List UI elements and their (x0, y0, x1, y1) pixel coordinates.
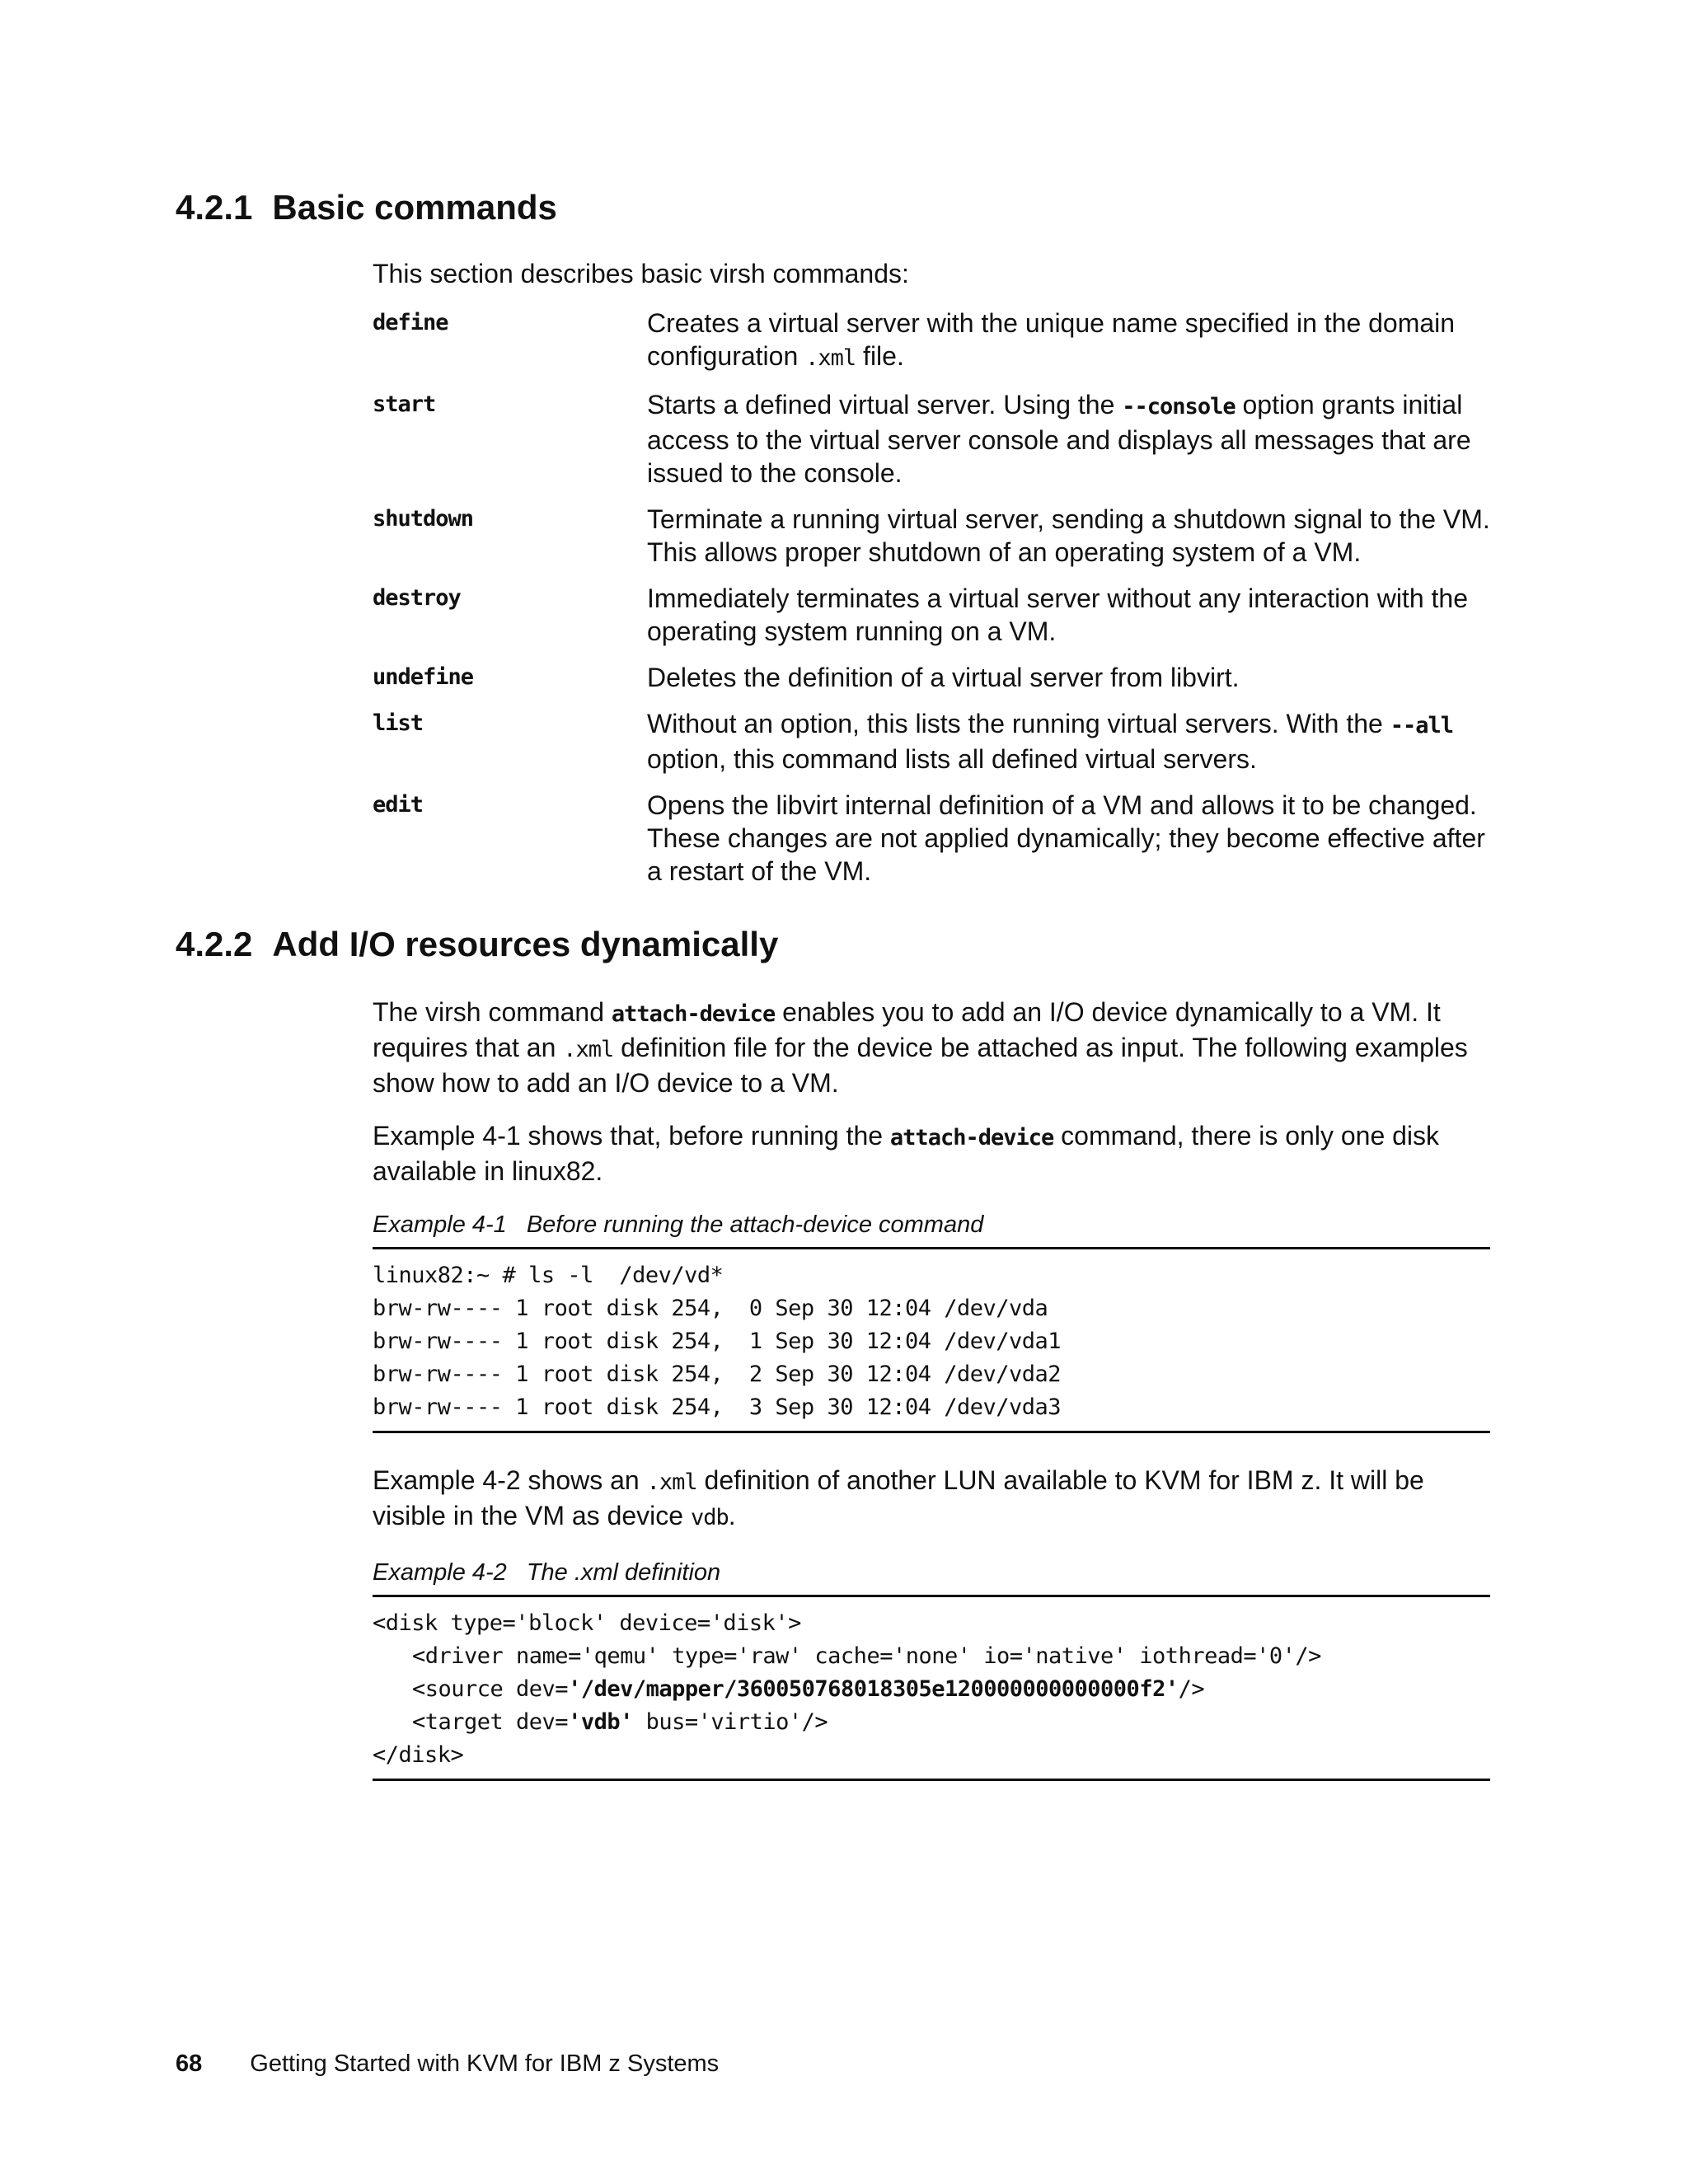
command-term: define (373, 310, 448, 335)
command-term: start (373, 391, 436, 417)
example-caption (373, 1558, 720, 1587)
inline-code: .xml (805, 345, 856, 371)
section-number: 4.2.1 (176, 188, 253, 227)
body-paragraph (373, 1119, 1493, 1188)
definition-row (373, 503, 1493, 569)
command-description (647, 307, 1493, 375)
code-line: brw-rw---- 1 root disk 254, 1 Sep 30 12:04 /dev/vda1 (373, 1329, 1062, 1354)
body-paragraph (373, 996, 1493, 1099)
desc-text: Starts a defined virtual server. Using the (647, 390, 1123, 419)
desc-text: option, this command lists all defined virtual servers. (647, 744, 1257, 774)
code-bold-value: '/dev/mapper/360050768018305e120000000000000f2' (568, 1676, 1179, 1702)
definition-row (373, 307, 1493, 375)
inline-code: attach-device (889, 1125, 1054, 1151)
example-label: Example 4-2 (373, 1559, 507, 1586)
section-title: Basic commands (272, 188, 557, 227)
command-description: Immediately terminates a virtual server without any interaction with the operating system running on a VM. (647, 583, 1468, 646)
section-title: Add I/O resources dynamically (272, 925, 779, 963)
inline-code: .xml (646, 1469, 697, 1495)
section-number: 4.2.2 (176, 925, 253, 963)
page-footer (176, 2047, 719, 2080)
code-line: linux82:~ # ls -l /dev/vd* (373, 1263, 724, 1288)
inline-code: .xml (563, 1037, 614, 1062)
inline-code: attach-device (611, 1001, 776, 1027)
command-term: undefine (373, 664, 474, 690)
example-title: The .xml definition (526, 1559, 721, 1586)
para-text: command, there is only one disk available in linux82. (373, 1121, 1440, 1186)
inline-code: --all (1390, 713, 1454, 738)
inline-code: vdb (690, 1505, 729, 1530)
code-text: bus='virtio'/> (632, 1709, 828, 1735)
para-text: definition of another LUN available to KVM for IBM z. It will be visible in the VM as device (373, 1465, 1424, 1530)
inline-code: --console (1122, 394, 1236, 419)
code-line: <disk type='block' device='disk'> (373, 1610, 801, 1636)
book-title: Getting Started with KVM for IBM z Systems (250, 2050, 720, 2077)
code-line: brw-rw---- 1 root disk 254, 2 Sep 30 12:04 /dev/vda2 (373, 1361, 1062, 1387)
code-text: /> (1178, 1676, 1205, 1702)
desc-text: Creates a virtual server with the unique name specified in the domain configuration (647, 308, 1456, 371)
para-text: definition file for the device be attached as input. The following examples show how to add an I/O device to a VM. (373, 1033, 1468, 1098)
code-bold-value: 'vdb' (568, 1709, 633, 1735)
definition-row (373, 582, 1493, 648)
para-text: . (728, 1501, 736, 1530)
body-paragraph (373, 1464, 1493, 1535)
code-example-ls (373, 1247, 1490, 1433)
command-term: destroy (373, 585, 461, 611)
command-term: list (373, 710, 424, 736)
para-text: enables you to add an I/O device dynamically to a VM. It requires that an (373, 997, 1441, 1062)
para-text: The virsh command (373, 997, 612, 1027)
command-term: shutdown (373, 506, 474, 532)
page-number: 68 (176, 2050, 203, 2077)
section-intro: This section describes basic virsh commands: (373, 259, 909, 288)
command-description: Deletes the definition of a virtual server from libvirt. (647, 663, 1240, 692)
command-description (647, 388, 1493, 490)
code-line: brw-rw---- 1 root disk 254, 3 Sep 30 12:04 /dev/vda3 (373, 1394, 1062, 1420)
code-line: brw-rw---- 1 root disk 254, 0 Sep 30 12:04 /dev/vda (373, 1296, 1048, 1321)
section-heading-basic-commands (176, 186, 557, 229)
code-line: <driver name='qemu' type='raw' cache='none' io='native' iothread='0'/> (412, 1643, 1321, 1669)
definition-row (373, 661, 1493, 694)
command-description: Terminate a running virtual server, sending a shutdown signal to the VM. This allows proper shutdown of an operating system of a VM. (647, 504, 1490, 567)
definition-row (373, 707, 1493, 776)
example-caption (373, 1210, 983, 1240)
code-text: <target dev= (412, 1709, 569, 1735)
code-line: </disk> (373, 1742, 464, 1768)
code-line (373, 1673, 1490, 1706)
command-description (647, 707, 1493, 776)
command-term: edit (373, 792, 424, 818)
desc-text: file. (856, 341, 904, 371)
code-example-xml (373, 1595, 1490, 1781)
code-line (373, 1706, 1490, 1739)
desc-text: option grants initial access to the virtual server console and displays all messages that are issued to the console. (647, 390, 1471, 488)
definition-row (373, 789, 1493, 888)
command-description: Opens the libvirt internal definition of a VM and allows it to be changed. These changes are not applied dynamically; they become effective after a restart of the VM. (647, 790, 1485, 886)
code-text: <source dev= (412, 1676, 569, 1702)
example-label: Example 4-1 (373, 1212, 507, 1238)
definition-row (373, 388, 1493, 490)
section-heading-add-io-resources (176, 923, 778, 966)
command-definition-list (373, 307, 1493, 901)
para-text: Example 4-1 shows that, before running the (373, 1121, 890, 1151)
para-text: Example 4-2 shows an (373, 1465, 647, 1495)
desc-text: Without an option, this lists the running virtual servers. With the (647, 709, 1390, 738)
example-title: Before running the attach-device command (526, 1212, 984, 1238)
